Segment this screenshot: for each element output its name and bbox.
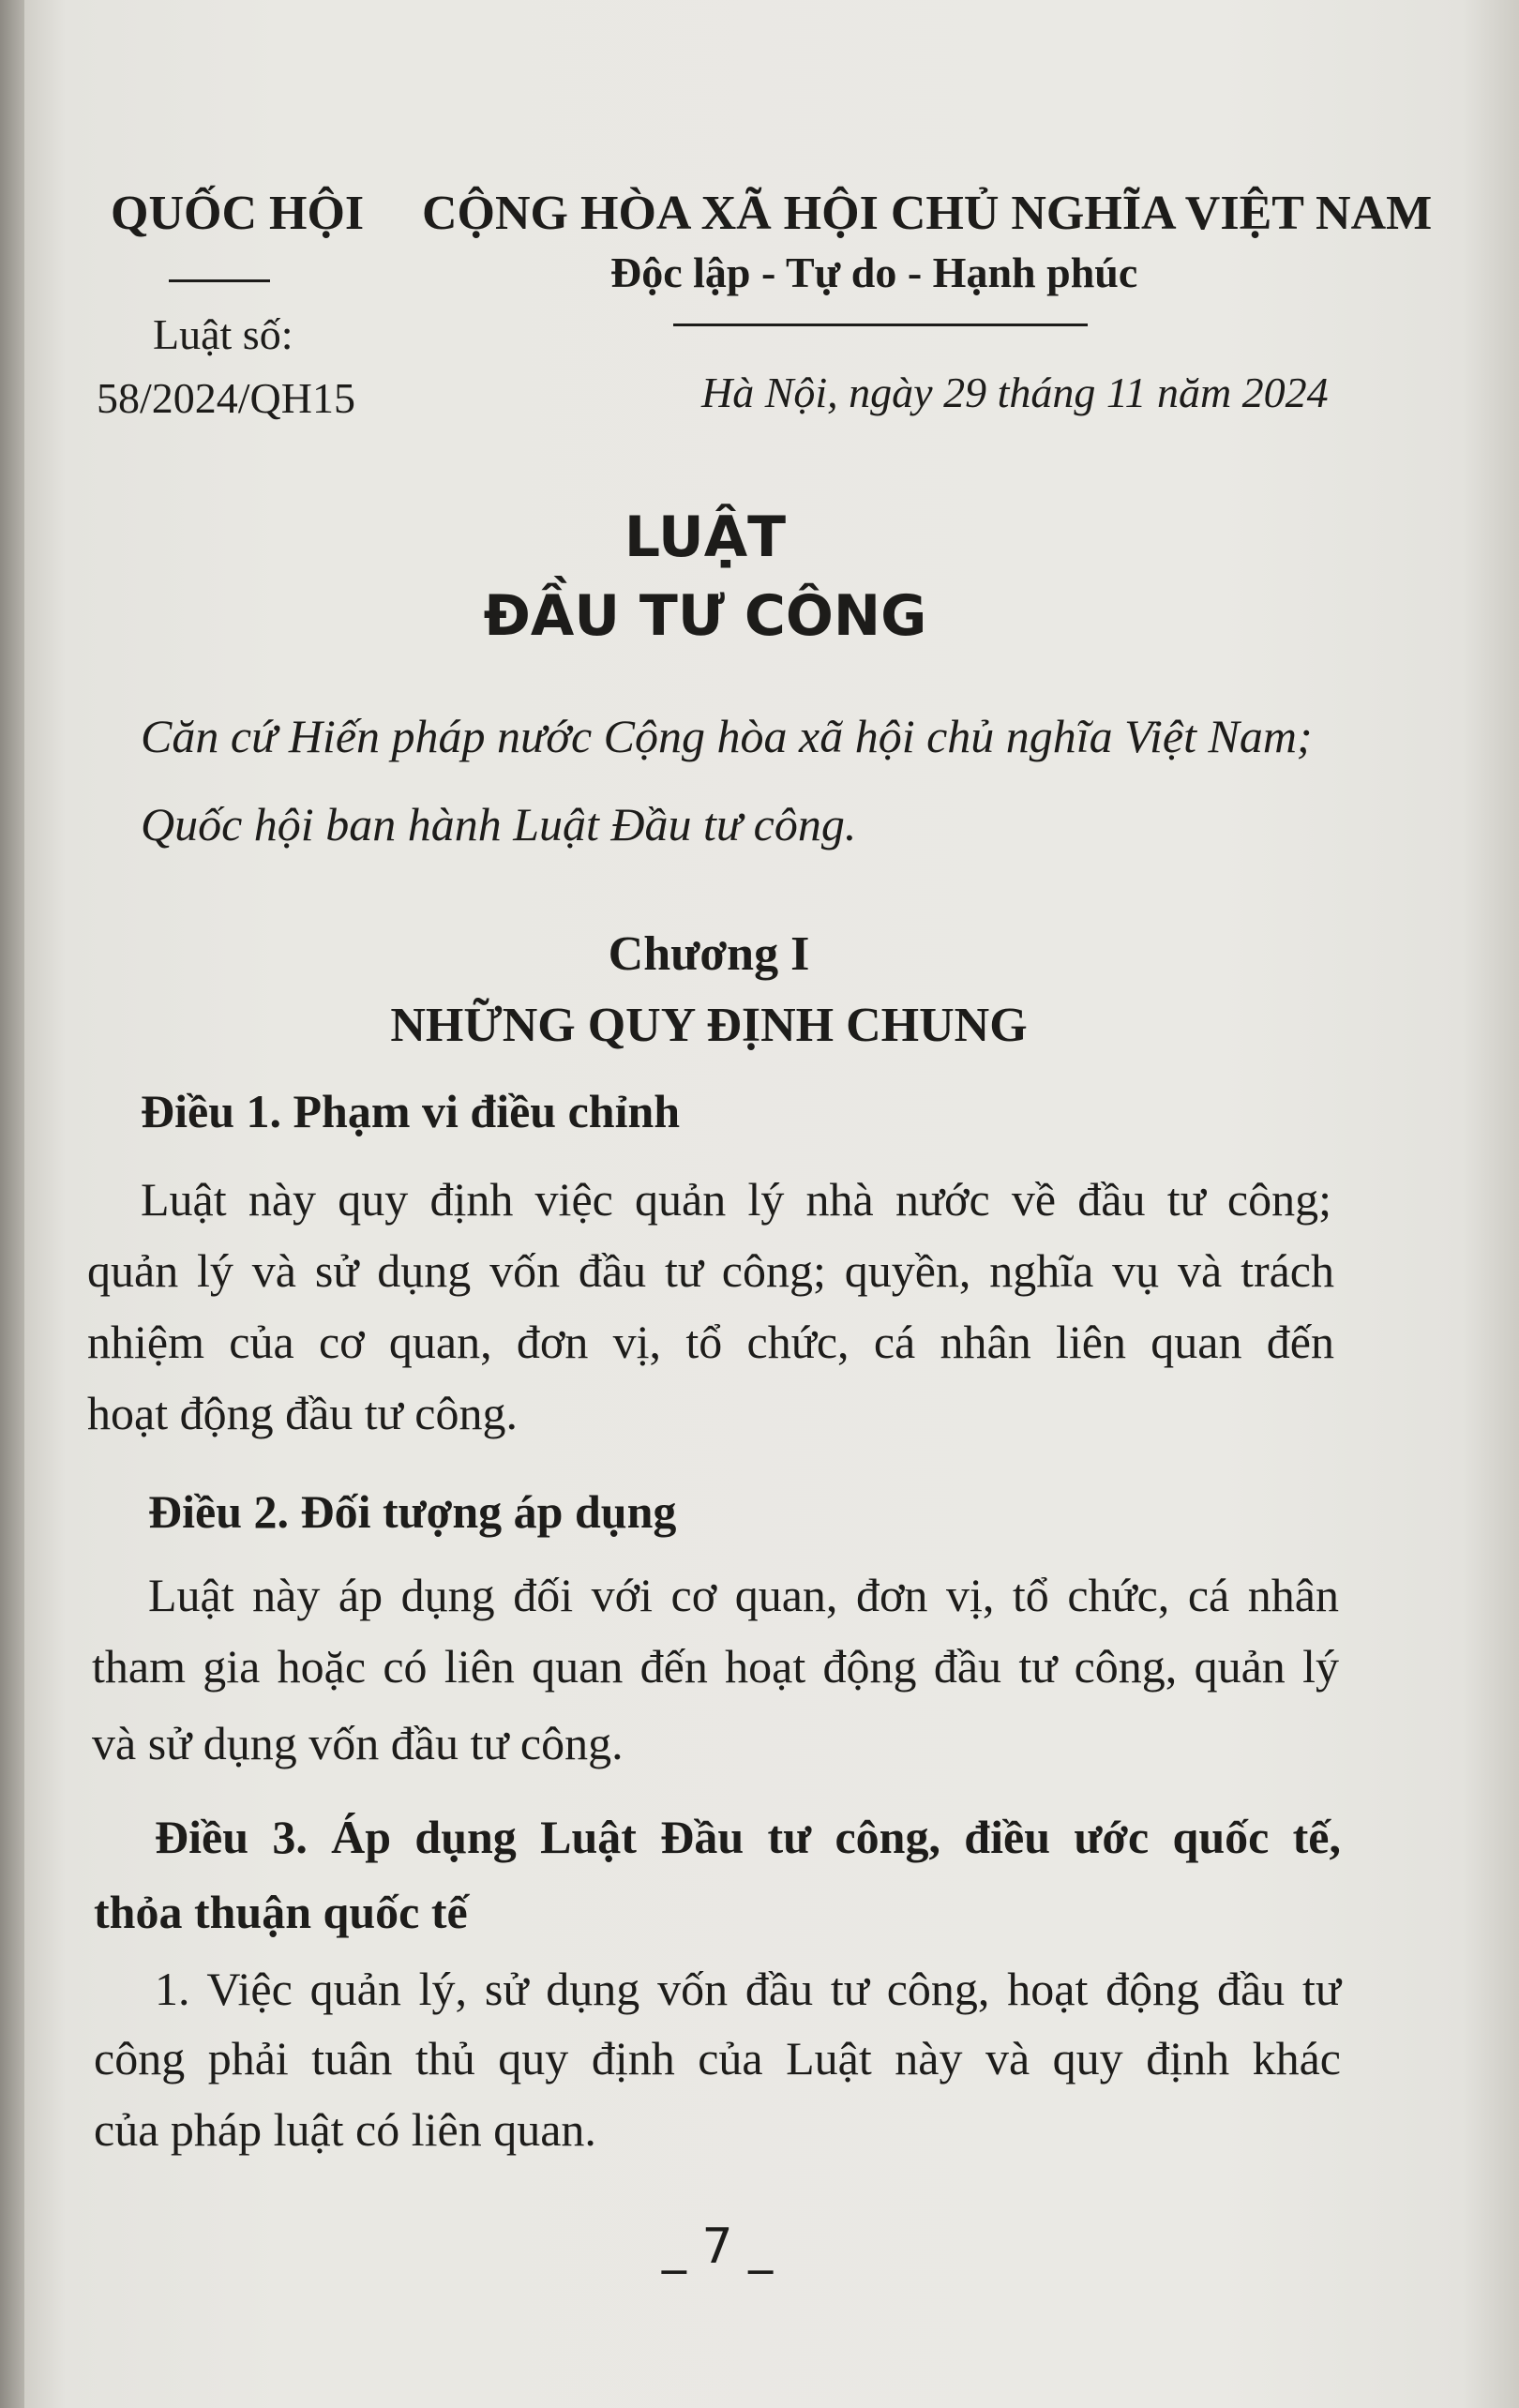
page-number: _ 7 _ <box>661 2219 774 2275</box>
document-title-line2: ĐẦU TƯ CÔNG <box>483 583 927 649</box>
document-title-line1: LUẬT <box>624 504 787 570</box>
national-motto: Độc lập - Tự do - Hạnh phúc <box>610 248 1138 296</box>
article-2-heading: Điều 2. Đối tượng áp dụng <box>148 1485 677 1538</box>
law-number: 58/2024/QH15 <box>97 374 355 422</box>
law-number-label: Luật số: <box>153 310 293 358</box>
issuer-name: QUỐC HỘI <box>111 187 365 240</box>
preamble-line: Quốc hội ban hành Luật Đầu tư công. <box>141 798 857 850</box>
article-3-text-line: 1. Việc quản lý, sử dụng vốn đầu tư công, hoạt động đầu tư <box>155 1963 1341 2015</box>
article-2-text-line: và sử dụng vốn đầu tư công. <box>92 1717 624 1769</box>
article-3-text-line: công phải tuân thủ quy định của Luật này và quy định khác <box>94 2032 1341 2084</box>
article-3-text-line: của pháp luật có liên quan. <box>94 2103 596 2156</box>
motto-underline <box>673 324 1088 326</box>
chapter-label: Chương I <box>608 927 810 981</box>
article-1-text-line: hoạt động đầu tư công. <box>87 1387 518 1439</box>
issue-date: Hà Nội, ngày 29 tháng 11 năm 2024 <box>701 369 1329 416</box>
issuer-underline <box>169 279 270 282</box>
republic-heading: CỘNG HÒA XÃ HỘI CHỦ NGHĨA VIỆT NAM <box>422 187 1433 240</box>
book-gutter-shadow <box>0 0 24 2408</box>
article-1-heading: Điều 1. Phạm vi điều chỉnh <box>141 1085 681 1137</box>
article-1-text-line: Luật này quy định việc quản lý nhà nước về đầu tư công; <box>141 1173 1331 1226</box>
chapter-name: NHỮNG QUY ĐỊNH CHUNG <box>390 999 1028 1052</box>
preamble-line: Căn cứ Hiến pháp nước Cộng hòa xã hội chủ nghĩa Việt Nam; <box>141 710 1313 762</box>
article-2-text-line: tham gia hoặc có liên quan đến hoạt động đầu tư công, quản lý <box>92 1640 1339 1693</box>
article-3-heading-line: Điều 3. Áp dụng Luật Đầu tư công, điều ước quốc tế, <box>155 1811 1341 1863</box>
article-3-heading-line: thỏa thuận quốc tế <box>94 1886 468 1938</box>
article-1-text-line: nhiệm của cơ quan, đơn vị, tổ chức, cá nhân liên quan đến <box>87 1316 1334 1368</box>
article-1-text-line: quản lý và sử dụng vốn đầu tư công; quyền, nghĩa vụ và trách <box>87 1244 1334 1297</box>
article-2-text-line: Luật này áp dụng đối với cơ quan, đơn vị, tổ chức, cá nhân <box>148 1569 1339 1621</box>
